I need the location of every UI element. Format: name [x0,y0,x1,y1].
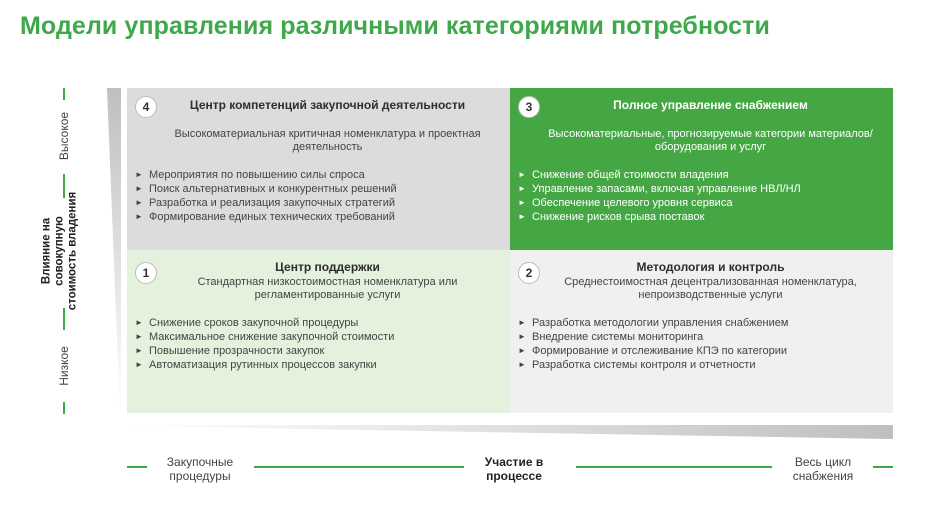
quadrant-title: Методология и контроль [636,260,785,274]
y-axis-title: Влияние на совокупную стоимость владения [40,191,79,311]
vertical-gradient-wedge [107,88,121,414]
list-item: ► Повышение прозрачности закупок [135,345,325,357]
quadrant-title: Центр компетенций закупочной деятельности [189,98,466,112]
x-axis-right-label: Весь цикл снабжения [792,455,854,483]
x-axis-title: Участие в процессе [484,455,544,483]
axis-line [873,466,893,468]
quadrant-support-center [127,250,510,413]
quadrant-full-supply-management [510,88,893,250]
list-item: ► Поиск альтернативных и конкурентных решений [135,183,397,195]
list-item: ► Снижение рисков срыва поставок [518,211,705,223]
quadrant-methodology-control [510,250,893,413]
list-item: ► Максимальное снижение закупочной стоимости [135,331,395,343]
axis-line [63,88,65,100]
bullet-icon: ► [135,318,143,327]
bullet-icon: ► [135,212,143,221]
quadrant-list [135,316,502,372]
bullet-icon: ► [518,184,526,193]
bullet-icon: ► [135,170,143,179]
bullet-icon: ► [518,346,526,355]
quadrant-description: Среднестоимостная децентрализованная номенклатура, непроизводственные услуги [564,276,857,301]
axis-line [254,466,464,468]
quadrant-number: 4 [135,96,157,118]
y-axis-high-label: Высокое [57,111,71,161]
list-item: ► Разработка системы контроля и отчетности [518,359,756,371]
bullet-icon: ► [518,360,526,369]
quadrant-description: Высокоматериальная критичная номенклатура и проектная деятельность [174,128,481,153]
list-item: ► Разработка и реализация закупочных стратегий [135,197,395,209]
axis-line [63,402,65,414]
horizontal-gradient-wedge [127,425,893,439]
quadrant-list [135,168,502,224]
quadrant-list [518,168,885,224]
list-item: ► Формирование единых технических требований [135,211,395,223]
bullet-icon: ► [135,184,143,193]
list-item: ► Формирование и отслеживание КПЭ по категории [518,345,788,357]
bullet-icon: ► [518,318,526,327]
page-title: Модели управления различными категориями потребности [20,12,770,40]
list-item: ► Внедрение системы мониторинга [518,331,704,343]
bullet-icon: ► [135,198,143,207]
list-item: ► Разработка методологии управления снабжением [518,317,789,329]
list-item: ► Мероприятия по повышению силы спроса [135,169,365,181]
y-axis-low-label: Низкое [57,346,71,386]
axis-line [127,466,147,468]
quadrant-description: Стандартная низкостоимостная номенклатура или регламентированные услуги [197,276,458,301]
list-item: ► Управление запасами, включая управление НВЛ/НЛ [518,183,801,195]
bullet-icon: ► [518,332,526,341]
bullet-icon: ► [518,170,526,179]
quadrant-number: 1 [135,262,157,284]
quadrant-number: 3 [518,96,540,118]
bullet-icon: ► [518,198,526,207]
bullet-icon: ► [135,346,143,355]
quadrant-title: Центр поддержки [275,260,380,274]
quadrant-list [518,316,885,372]
x-axis-left-label: Закупочные процедуры [166,455,234,483]
quadrant-competence-center [127,88,510,250]
quadrant-description: Высокоматериальные, прогнозируемые категории материалов/оборудования и услуг [548,128,873,153]
quadrant-title: Полное управление снабжением [613,98,808,112]
list-item: ► Снижение общей стоимости владения [518,169,729,181]
quadrant-number: 2 [518,262,540,284]
list-item: ► Автоматизация рутинных процессов закупки [135,359,377,371]
bullet-icon: ► [135,332,143,341]
list-item: ► Обеспечение целевого уровня сервиса [518,197,733,209]
bullet-icon: ► [518,212,526,221]
list-item: ► Снижение сроков закупочной процедуры [135,317,359,329]
axis-line [576,466,772,468]
bullet-icon: ► [135,360,143,369]
